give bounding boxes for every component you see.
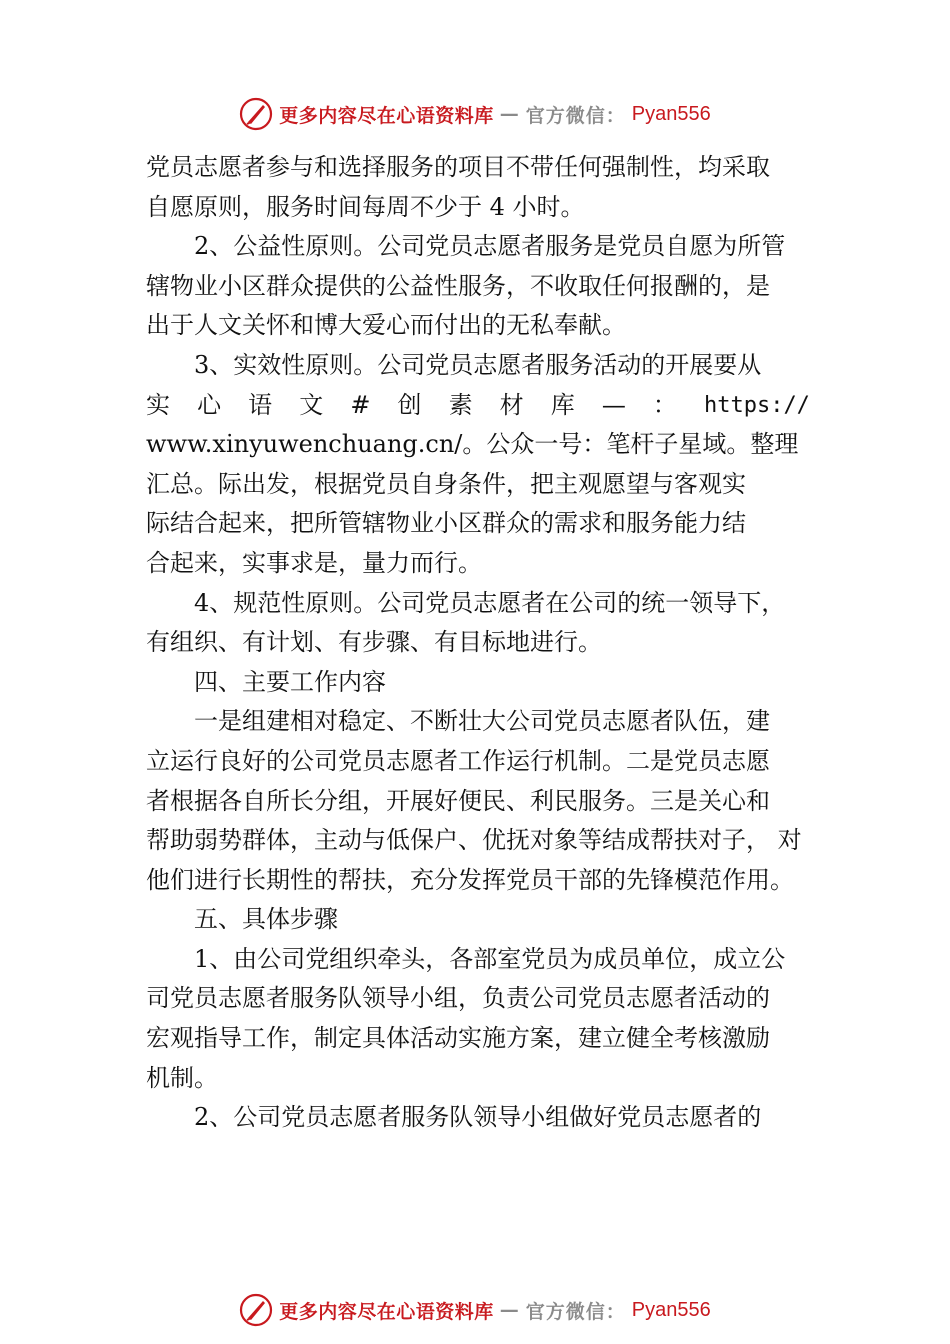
paragraph-line: 2、公司党员志愿者服务队领导小组做好党员志愿者的 xyxy=(194,1103,762,1132)
paragraph-line: 2、公益性原则。公司党员志愿者服务是党员自愿为所管 xyxy=(194,232,786,261)
paragraph-line: 机制。 xyxy=(146,1063,218,1092)
header-brand: 更多内容尽在心语资料库 xyxy=(279,104,494,127)
paragraph-line: 者根据各自所长分组，开展好便民、利民服务。三是关心和 xyxy=(146,786,770,815)
footer-contact-id: Pyan556 xyxy=(631,1298,711,1321)
paragraph-line: 合起来，实事求是，量力而行。 xyxy=(146,548,482,577)
spread-char: 心 xyxy=(197,390,222,419)
paragraph-line: 辖物业小区群众提供的公益性服务，不收取任何报酬的，是 xyxy=(146,271,770,300)
quill-logo-icon xyxy=(239,97,273,131)
paragraph-line: 宏观指导工作，制定具体活动实施方案，建立健全考核激励 xyxy=(146,1024,770,1053)
paragraph-line: 帮助弱势群体，主动与低保户、优抚对象等结成帮扶对子， 对 xyxy=(146,826,802,855)
paragraph-line: 际结合起来，把所管辖物业小区群众的需求和服务能力结 xyxy=(146,509,746,538)
footer-brand: 更多内容尽在心语资料库 xyxy=(279,1300,494,1323)
header-contact-id: Pyan556 xyxy=(631,102,711,125)
spread-char: # xyxy=(350,390,371,419)
section-heading: 四、主要工作内容 xyxy=(194,667,386,696)
paragraph-line: 汇总。际出发，根据党员自身条件，把主观愿望与客观实 xyxy=(146,469,746,498)
spread-char: 创 xyxy=(397,390,422,419)
paragraph-line: 一是组建相对稳定、不断壮大公司党员志愿者队伍，建 xyxy=(194,707,770,736)
spread-char: 库 xyxy=(550,390,575,419)
paragraph-line: 自愿原则，服务时间每周不少于 4 小时。 xyxy=(146,192,585,221)
footer-watermark xyxy=(0,1290,950,1330)
paragraph-line: 党员志愿者参与和选择服务的项目不带任何强制性，均采取 xyxy=(146,153,770,181)
spread-char: 文 xyxy=(299,390,324,419)
footer-separator: — xyxy=(499,1299,520,1321)
spread-char: 素 xyxy=(448,390,473,419)
header-contact-label: 官方微信： xyxy=(525,104,626,127)
spread-char: 材 xyxy=(499,390,524,419)
paragraph-line: 1、由公司党组织牵头，各部室党员为成员单位，成立公 xyxy=(194,944,786,973)
paragraph-line: 有组织、有计划、有步骤、有目标地进行。 xyxy=(146,628,602,657)
paragraph-line: 出于人文关怀和博大爱心而付出的无私奉献。 xyxy=(146,311,626,340)
paragraph-line: 3、实效性原则。公司党员志愿者服务活动的开展要从 xyxy=(194,350,762,379)
header-watermark xyxy=(0,94,950,134)
footer-contact-label: 官方微信： xyxy=(525,1300,626,1323)
paragraph-line: 他们进行长期性的帮扶，充分发挥党员干部的先锋模范作用。 xyxy=(146,865,794,894)
header-separator: — xyxy=(499,103,520,125)
spread-char: ： xyxy=(652,390,677,419)
spread-char: — xyxy=(601,390,626,419)
paragraph-line: 司党员志愿者服务队领导小组，负责公司党员志愿者活动的 xyxy=(146,984,770,1013)
paragraph-line: 立运行良好的公司党员志愿者工作运行机制。二是党员志愿 xyxy=(146,746,770,775)
quill-logo-icon xyxy=(239,1293,273,1327)
url-text: https:// xyxy=(703,392,810,418)
spread-char: 语 xyxy=(248,390,273,419)
section-heading: 五、具体步骤 xyxy=(194,905,338,934)
spread-char: 实 xyxy=(146,390,170,419)
paragraph-line: www.xinyuwenchuang.cn/。公众一号：笔杆子星域。整理 xyxy=(146,430,799,459)
justified-line xyxy=(146,386,810,426)
paragraph-line: 4、规范性原则。公司党员志愿者在公司的统一领导下， xyxy=(194,588,786,617)
document-body xyxy=(146,148,810,1138)
